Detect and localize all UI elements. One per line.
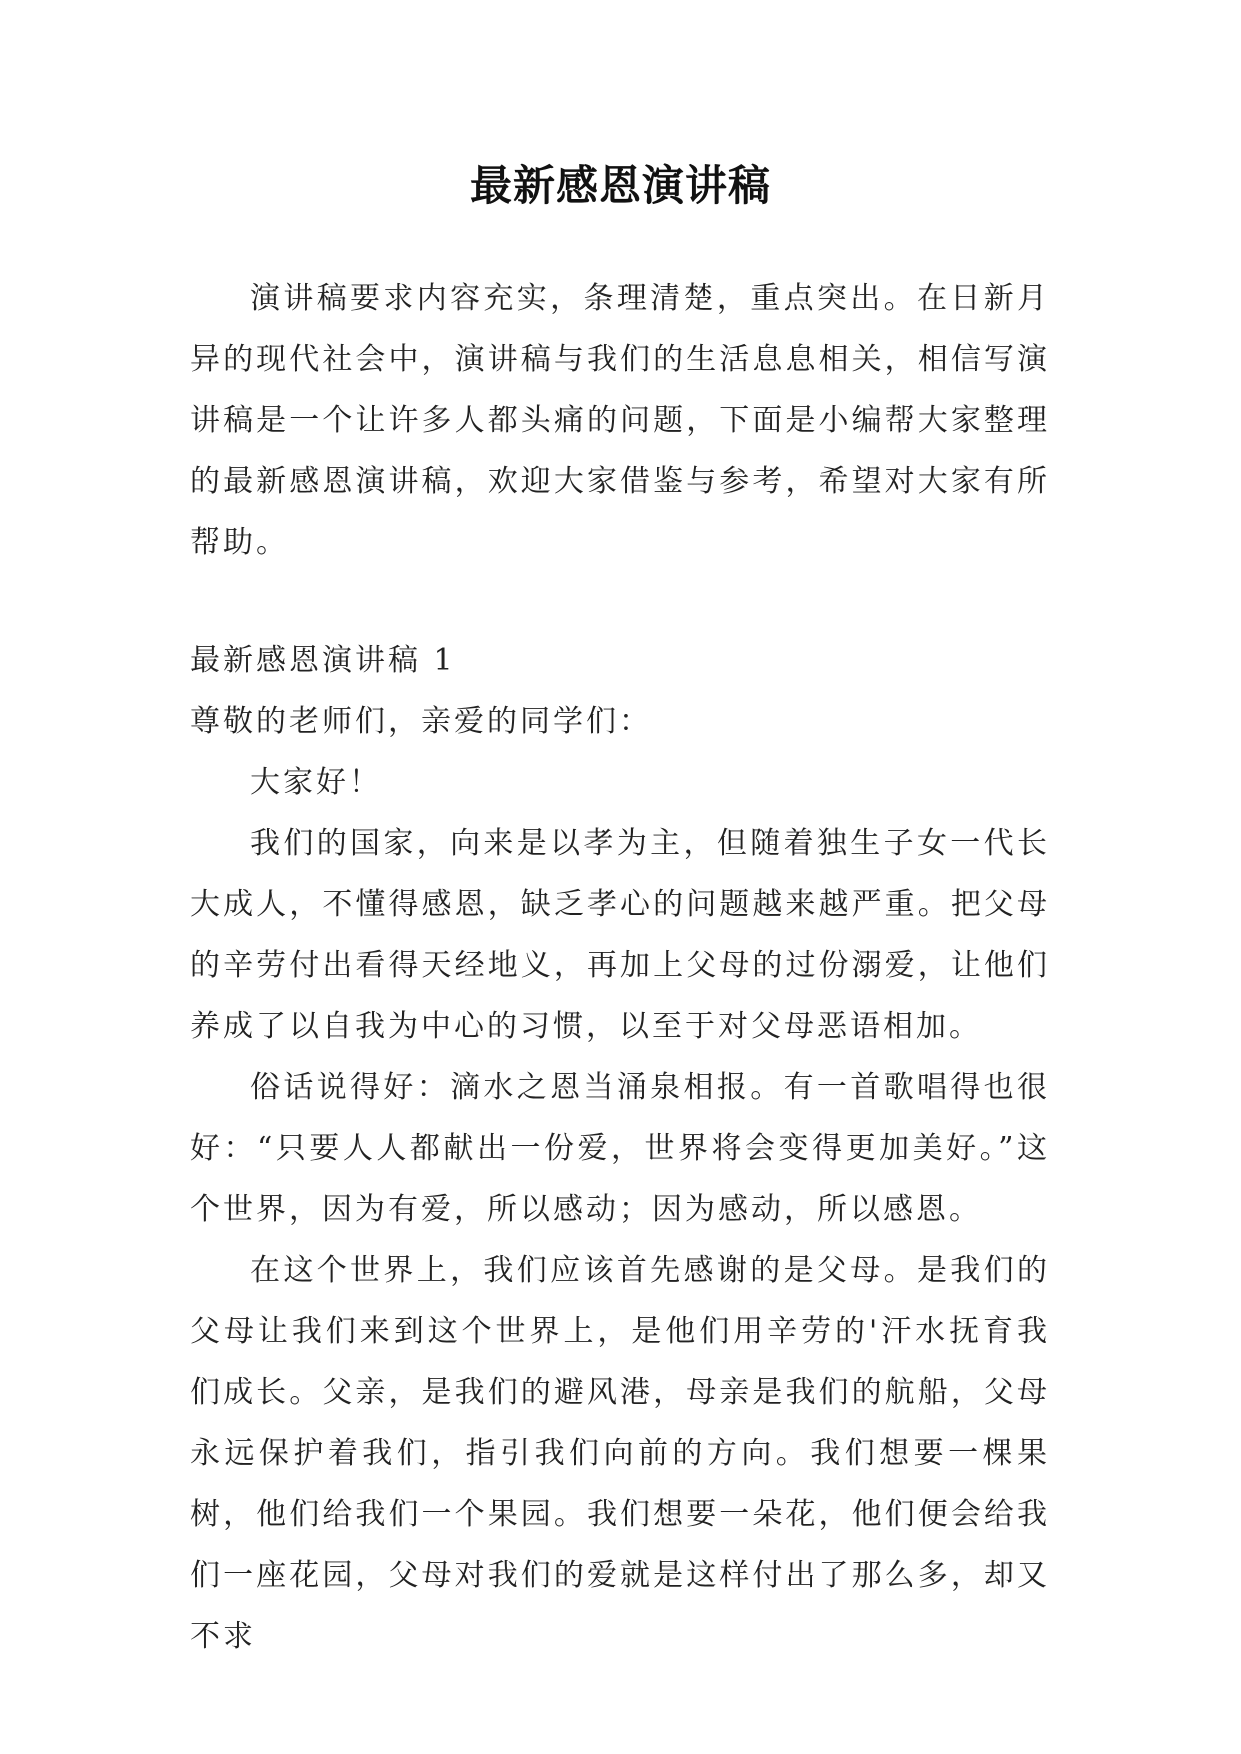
section-heading: 最新感恩演讲稿 1 <box>190 643 456 678</box>
document-title: 最新感恩演讲稿 <box>469 161 771 210</box>
speech-block <box>190 630 1050 1667</box>
body-paragraph: 在这个世界上，我们应该首先感谢的是父母。是我们的父母让我们来到这个世界上，是他们用辛劳的'汗水抚育我们成长。父亲，是我们的避风港，母亲是我们的航船，父母永远保护着我们，指引我们向前的方向。我们想要一棵果树，他们给我们一个果园。我们想要一朵花，他们便会给我们一座花园，父母对我们的爱就是这样付出了那么多，却又不求 <box>190 1253 1050 1654</box>
intro-paragraph: 演讲稿要求内容充实，条理清楚，重点突出。在日新月异的现代社会中，演讲稿与我们的生活息息相关，相信写演讲稿是一个让许多人都头痛的问题，下面是小编帮大家整理的最新感恩演讲稿，欢迎大家借鉴与参考，希望对大家有所帮助。 <box>190 281 1050 560</box>
greeting: 大家好！ <box>250 765 382 800</box>
salutation: 尊敬的老师们，亲爱的同学们： <box>190 704 652 739</box>
intro-block <box>190 268 1050 573</box>
body-paragraph: 俗话说得好：滴水之恩当涌泉相报。有一首歌唱得也很好：“只要人人都献出一份爱，世界将会变得更加美好。”这个世界，因为有爱，所以感动；因为感动，所以感恩。 <box>190 1070 1050 1227</box>
body-paragraph: 我们的国家，向来是以孝为主，但随着独生子女一代长大成人，不懂得感恩，缺乏孝心的问题越来越严重。把父母的辛劳付出看得天经地义，再加上父母的过份溺爱，让他们养成了以自我为中心的习惯，以至于对父母恶语相加。 <box>190 826 1050 1044</box>
